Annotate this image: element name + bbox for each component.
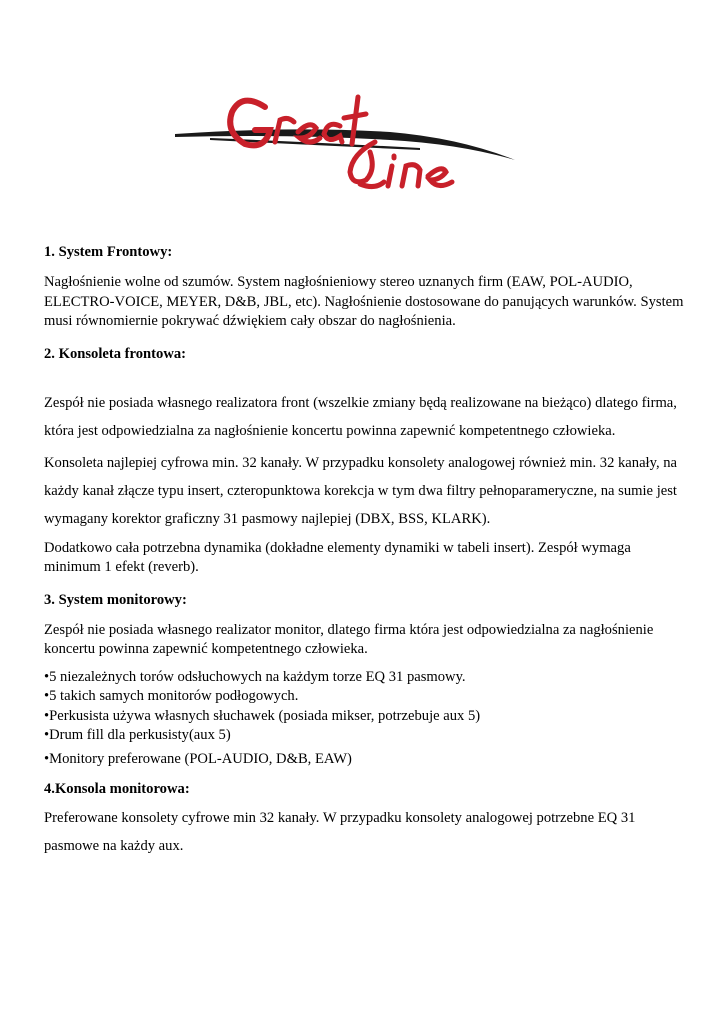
paragraph: Nagłośnienie wolne od szumów. System nagłośnieniowy stereo uznanych firm (EAW, POL-AUDIO, ELECTRO-VOICE, MEYER, D&B, JBL, etc). Nagłośnienie dostosowane do panujących warunków. System musi równomiernie pokrywać dźwiękiem cały obszar do nagłośnienia.	[44, 274, 684, 329]
great-line-logo	[170, 82, 520, 197]
paragraph: Preferowane konsolety cyfrowe min 32 kanały. W przypadku konsolety analogowej potrzebne EQ 31 pasmowe na każdy aux.	[44, 810, 636, 854]
list-item: •Perkusista używa własnych słuchawek (posiada mikser, potrzebuje aux 5)	[44, 707, 481, 724]
paragraph: Zespół nie posiada własnego realizator monitor, dlatego firma która jest odpowiedzialna za nagłośnienie koncertu powinna zapewnić kompetentnego człowieka.	[44, 621, 654, 657]
section-heading: 4.Konsola monitorowa:	[44, 781, 190, 797]
list-item: •Monitory preferowane (POL-AUDIO, D&B, EAW)	[44, 750, 352, 767]
paragraph: Konsoleta najlepiej cyfrowa min. 32 kanały. W przypadku konsolety analogowej również min. 32 kanały, na każdy kanał złącze typu insert, czteropunktowa korekcja w tym dwa filtry pełnoparameryczne, na sumie jest wymagany korektor graficzny 31 pasmowy najlepiej (DBX, BSS, KLARK).	[44, 454, 678, 527]
requirements-list	[44, 668, 684, 770]
section-heading: 2. Konsoleta frontowa:	[44, 345, 187, 362]
section-heading: 3. System monitorowy:	[44, 591, 187, 608]
document-body	[44, 244, 684, 860]
paragraph: Dodatkowo cała potrzebna dynamika (dokładne elementy dynamiki w tabeli insert). Zespół wymaga minimum 1 efekt (reverb).	[44, 539, 631, 575]
list-item: •5 niezależnych torów odsłuchowych na każdym torze EQ 31 pasmowy.	[44, 668, 466, 685]
paragraph: Zespół nie posiada własnego realizatora front (wszelkie zmiany będą realizowane na bieżąco) dlatego firma, która jest odpowiedzialna za nagłośnienie koncertu powinna zapewnić kompetentnego człowieka.	[44, 394, 677, 439]
section-heading: 1. System Frontowy:	[44, 244, 173, 260]
list-item: •Drum fill dla perkusisty(aux 5)	[44, 727, 231, 743]
list-item: •5 takich samych monitorów podłogowych.	[44, 688, 299, 704]
